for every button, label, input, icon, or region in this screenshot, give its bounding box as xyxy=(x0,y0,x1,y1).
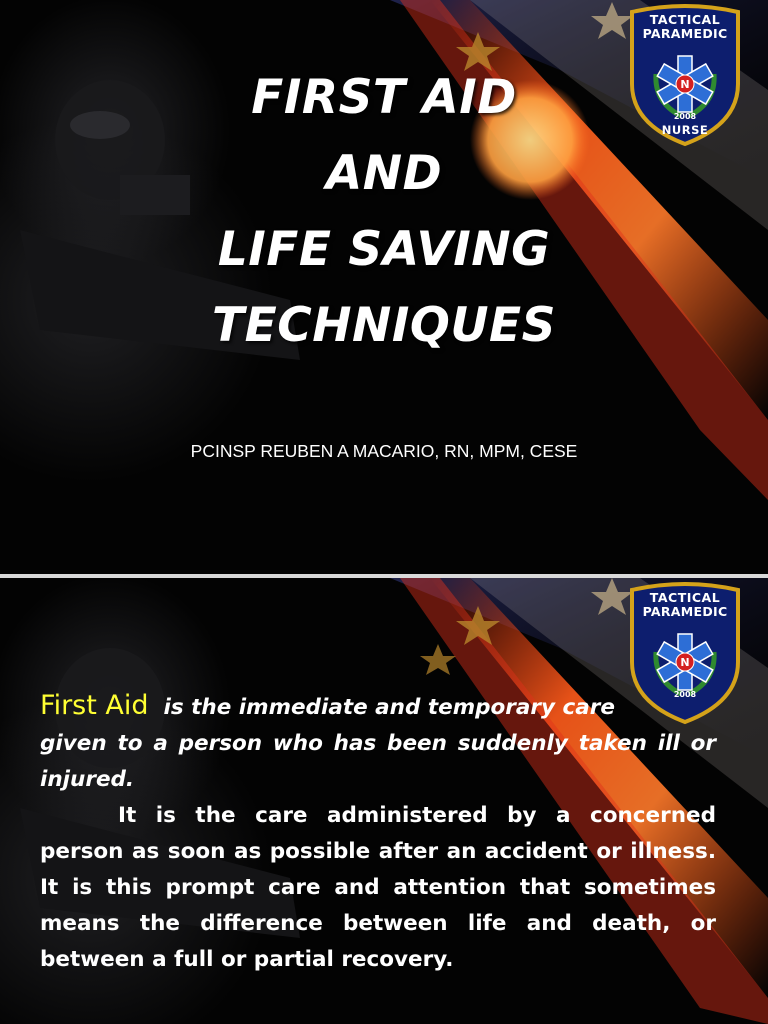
definition-line-2: given to a person who has been suddenly taken ill or xyxy=(40,731,716,756)
author-line: PCINSP REUBEN A MACARIO, RN, MPM, CESE xyxy=(190,441,578,461)
definition-line-1-rest: is the immediate and temporary care xyxy=(163,695,615,720)
title-line-4: TECHNIQUES xyxy=(212,298,556,353)
paragraph-line-4: means the difference between life and death, or xyxy=(40,911,716,936)
badge-year: 2008 xyxy=(673,112,697,121)
paragraph-line-3: It is this prompt care and attention that sometimes xyxy=(40,875,716,900)
badge-year: 2008 xyxy=(673,690,697,699)
definition-line-1 xyxy=(40,688,716,726)
badge-text-middle: PARAMEDIC xyxy=(642,26,728,41)
badge-text-top: TACTICAL xyxy=(649,590,721,605)
paragraph-line-5: between a full or partial recovery. xyxy=(40,947,454,972)
badge-text-top: TACTICAL xyxy=(649,12,721,27)
badge-text-middle: PARAMEDIC xyxy=(642,604,728,619)
paragraph-line-2: person as soon as possible after an accident or illness. xyxy=(40,839,716,864)
definition-line-3: injured. xyxy=(40,767,135,792)
title-line-1: FIRST AID xyxy=(251,70,517,125)
title-line-2: AND xyxy=(325,146,443,201)
definition-text xyxy=(40,688,716,978)
svg-text:N: N xyxy=(680,656,690,669)
paragraph-line-1: It is the care administered by a concerned xyxy=(118,803,716,828)
definition-slide xyxy=(0,578,768,1024)
svg-text:N: N xyxy=(680,78,690,91)
badge-text-bottom: NURSE xyxy=(661,123,709,137)
highlighted-term: First Aid xyxy=(40,690,149,721)
title-line-3: LIFE SAVING xyxy=(217,222,551,277)
